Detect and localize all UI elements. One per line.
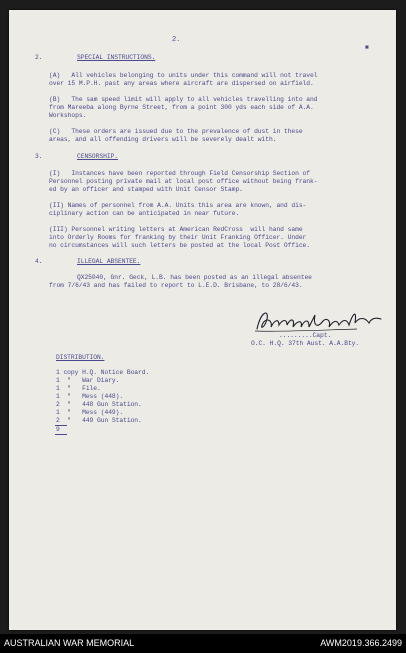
para-4-line-2: from 7/6/43 and has failed to report to L.E.D. Brisbane, to 28/6/43. [49,282,303,289]
section-3-number: 3. [35,153,43,160]
distribution-total: 9 [56,426,60,433]
para-3ii-line-2: ciplinary action can be anticipated in near future. [49,210,240,217]
para-2c-line-2: areas, and all offending drivers will be severely dealt with. [49,136,277,143]
para-3iii-line-2: into Orderly Rooms for franking by their Unit Franking Officer. Under [49,234,307,241]
punch-hole-mark: ■ [365,44,369,51]
distribution-item: 1 " Mess (448). [56,393,124,400]
distribution-item: 1 " File. [56,385,101,392]
para-3iii-line-3: no circumstances will such letters be posted at the local Post Office. [49,242,311,249]
distribution-item: 2 " 448 Gun Station. [56,401,142,408]
section-2-number: 2. [35,54,43,61]
distribution-item: 1 copy H.Q. Notice Board. [56,369,150,376]
section-4-number: 4. [35,258,43,265]
para-3iii-line-1: (III) Personnel writing letters at American RedCross will hand same [49,226,303,233]
document-page [9,10,396,630]
para-2a-line-2: over 15 M.P.H. past any areas where aircraft are dispersed on airfield. [49,80,314,87]
footer-institution: AUSTRALIAN WAR MEMORIAL [4,638,135,648]
signature-title: O.C. H.Q. 37th Aust. A.A.Bty. [251,340,360,347]
para-2c-line-1: (C) These orders are issued due to the prevalence of dust in these [49,128,303,135]
para-4-line-1: QX25040, Gnr. Geck, L.B. has been posted as an illegal absentee [77,274,312,281]
distribution-item: 1 " Mess (449). [56,409,124,416]
archive-footer [0,634,406,653]
distribution-item: 2 " 449 Gun Station. [56,417,142,424]
section-4-heading: ILLEGAL ABSENTEE. [77,258,141,265]
distribution-item: 1 " War Diary. [56,377,120,384]
para-3i-line-3: ed by an officer and stamped with Unit Censor Stamp. [49,186,243,193]
para-3i-line-1: (I) Instances have been reported through Field Censorship Section of [49,170,311,177]
section-2-heading: SPECIAL INSTRUCTIONS. [77,54,156,61]
footer-accession-number: AWM2019.366.2499 [320,638,402,648]
para-3ii-line-1: (II) Names of personnel from A.A. Units this area are known, and dis- [49,202,307,209]
para-2b-line-1: (B) The sam speed limit will apply to all vehicles travelling into and [49,96,318,103]
para-2a-line-1: (A) All vehicles belonging to units under this command will not travel [49,72,318,79]
page-number: 2. [172,36,181,44]
distribution-heading: DISTRIBUTION. [56,354,105,361]
para-3i-line-2: Personnel posting private mail at local post office without being frank- [49,178,318,185]
para-2b-line-3: Workshops. [49,112,87,119]
total-double-rule [55,434,67,435]
section-3-heading: CENSORSHIP. [77,153,119,160]
para-2b-line-2: from Mareeba along Byrne Street, from a point 300 yds each side of A.A. [49,104,314,111]
signature-rank: .........Capt. [279,332,332,339]
